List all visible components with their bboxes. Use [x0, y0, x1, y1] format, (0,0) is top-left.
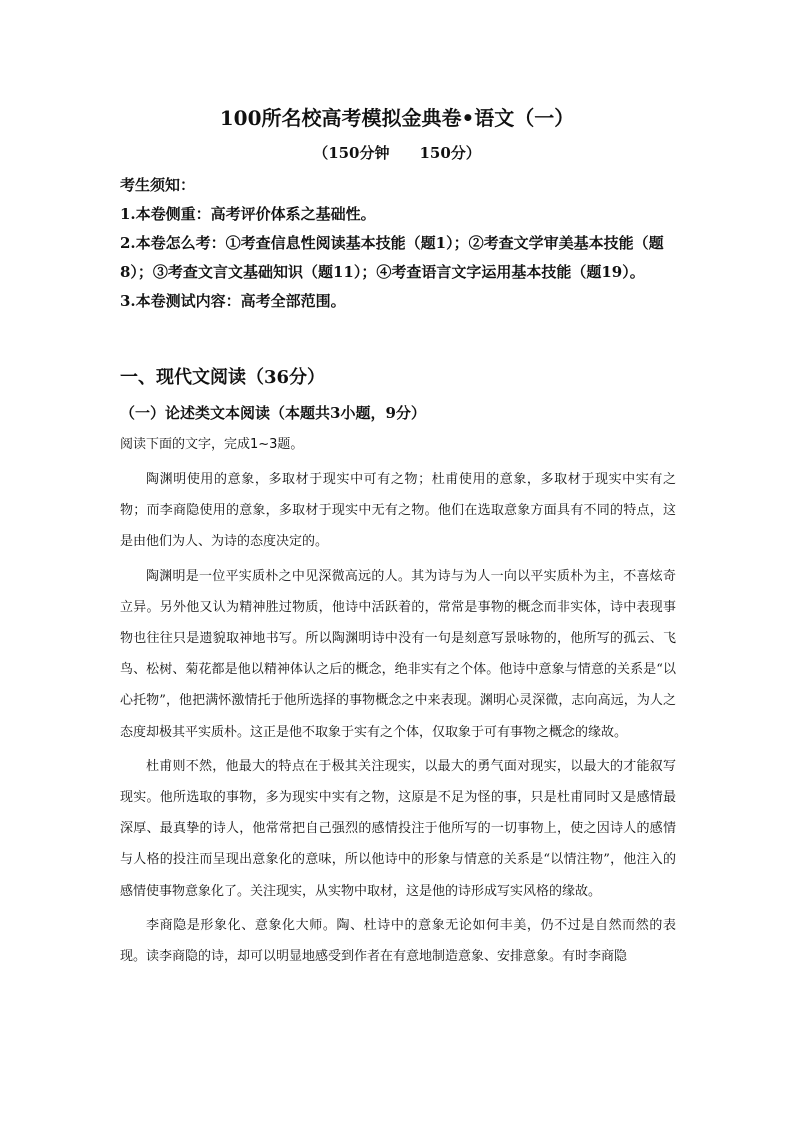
notice-item-1: 1.本卷侧重：高考评价体系之基础性。 — [120, 205, 376, 223]
passage-paragraph: 杜甫则不然，他最大的特点在于极其关注现实，以最大的勇气面对现实，以最大的才能叙写现实。他所选取的事物，多为现实中实有之物，这原是不足为怪的事，只是杜甫同时又是感情最深厚、最真挚的诗人，他常常把自己强烈的感情投注于他所写的一切事物上，使之因诗人的感情与人格的投注而呈现出意象化的意味，所以他诗中的形象与情意的关系是“以情注物”，他注入的感情使事物意象化了。关注现实，从实物中取材，这是他的诗形成写实风格的缘故。 — [120, 758, 676, 899]
notice-item-2: 2.本卷怎么考：①考查信息性阅读基本技能（题1）；②考查文学审美基本技能（题8）；③考查文言文基础知识（题11）；④考查语言文字运用基本技能（题19）。 — [120, 234, 664, 281]
exam-duration-score: （150分钟 150分） — [313, 144, 481, 162]
passage-paragraph: 陶渊明使用的意象，多取材于现实中可有之物；杜甫使用的意象，多取材于现实中实有之物；而李商隐使用的意象，多取材于现实中无有之物。他们在选取意象方面具有不同的特点，这是由他们为人、为诗的态度决定的。 — [120, 472, 676, 550]
notice-item-3: 3.本卷测试内容：高考全部范围。 — [120, 292, 346, 310]
reading-passage — [120, 464, 676, 975]
section-heading-modern-reading: 一、现代文阅读（36分） — [120, 367, 326, 388]
reading-instruction: 阅读下面的文字，完成1~3题。 — [120, 437, 304, 452]
notice-heading: 考生须知： — [120, 176, 196, 194]
notice-block — [120, 171, 680, 316]
subsection-heading-argumentative: （一）论述类文本阅读（本题共3小题，9分） — [120, 404, 426, 422]
passage-paragraph: 陶渊明是一位平实质朴之中见深微高远的人。其为诗与为人一向以平实质朴为主，不喜炫奇立异。另外他又认为精神胜过物质，他诗中活跃着的，常常是事物的概念而非实体，诗中表现事物也往往只是遗貌取神地书写。所以陶渊明诗中没有一句是刻意写景咏物的，他所写的孤云、飞鸟、松树、菊花都是他以精神体认之后的概念，绝非实有之个体。他诗中意象与情意的关系是“以心托物”，他把满怀激情托于他所选择的事物概念之中来表现。渊明心灵深微，志向高远，为人之态度却极其平实质朴。这正是他不取象于实有之个体，仅取象于可有事物之概念的缘故。 — [120, 568, 676, 740]
page-title: 100所名校高考模拟金典卷•语文（一） — [219, 106, 575, 130]
passage-paragraph: 李商隐是形象化、意象化大师。陶、杜诗中的意象无论如何丰美，仍不过是自然而然的表现。读李商隐的诗，却可以明显地感受到作者在有意地制造意象、安排意象。有时李商隐 — [120, 917, 676, 965]
